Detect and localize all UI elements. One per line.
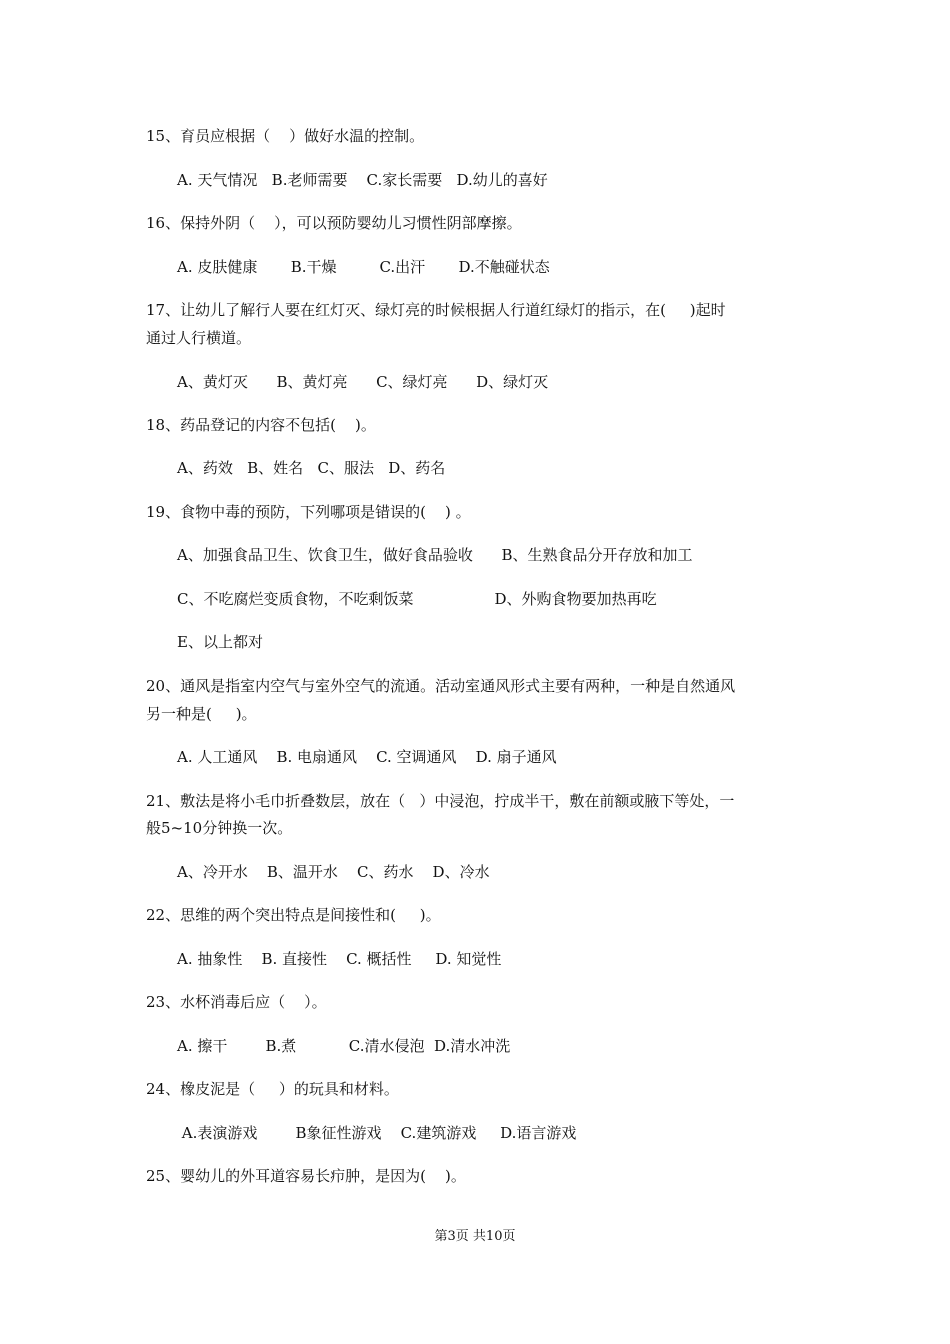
question-20: 20、通风是指室内空气与室外空气的流通。活动室通风形式主要有两种，一种是自然通风: [146, 677, 736, 695]
question-16: 16、保持外阴（ ），可以预防婴幼儿习惯性阴部摩擦。: [146, 214, 522, 232]
options-23: A. 擦干 B.煮 C.清水侵泡 D.清水冲洗: [177, 1037, 511, 1055]
options-21: A、冷开水 B、温开水 C、药水 D、冷水: [177, 863, 490, 881]
options-17: A、黄灯灭 B、黄灯亮 C、绿灯亮 D、绿灯灭: [177, 373, 549, 391]
options-20: A. 人工通风 B. 电扇通风 C. 空调通风 D. 扇子通风: [177, 748, 557, 766]
options-15: A. 天气情况 B.老师需要 C.家长需要 D.幼儿的喜好: [177, 171, 548, 189]
question-20-cont: 另一种是( )。: [146, 705, 257, 723]
question-25: 25、婴幼儿的外耳道容易长疖肿，是因为( )。: [146, 1167, 466, 1185]
options-24: A.表演游戏 B象征性游戏 C.建筑游戏 D.语言游戏: [177, 1124, 577, 1142]
question-19: 19、食物中毒的预防，下列哪项是错误的( ) 。: [146, 503, 471, 521]
options-22: A. 抽象性 B. 直接性 C. 概括性 D. 知觉性: [177, 950, 502, 968]
options-18: A、药效 B、姓名 C、服法 D、药名: [177, 459, 446, 477]
options-19-a: A、加强食品卫生、饮食卫生，做好食品验收 B、生熟食品分开存放和加工: [177, 546, 693, 564]
question-21: 21、敷法是将小毛巾折叠数层，放在（ ）中浸泡，拧成半干，敷在前额或腋下等处，一: [146, 792, 735, 810]
question-22: 22、思维的两个突出特点是间接性和( )。: [146, 906, 441, 924]
options-19-c: C、不吃腐烂变质食物，不吃剩饭菜 D、外购食物要加热再吃: [177, 590, 657, 608]
question-17: 17、让幼儿了解行人要在红灯灭、绿灯亮的时候根据人行道红绿灯的指示，在( )起时: [146, 301, 726, 319]
page-number-footer: 第3页 共10页: [434, 1229, 516, 1244]
question-23: 23、水杯消毒后应（ ）。: [146, 993, 327, 1011]
question-21-cont: 般5~10分钟换一次。: [146, 819, 293, 837]
question-24: 24、橡皮泥是（ ）的玩具和材料。: [146, 1080, 399, 1098]
options-19-e: E、以上都对: [177, 633, 263, 651]
options-16: A. 皮肤健康 B.干燥 C.出汗 D.不触碰状态: [177, 258, 550, 276]
question-17-cont: 通过人行横道。: [146, 329, 252, 347]
question-15: 15、育员应根据（ ）做好水温的控制。: [146, 127, 425, 145]
question-18: 18、药品登记的内容不包括( )。: [146, 416, 376, 434]
